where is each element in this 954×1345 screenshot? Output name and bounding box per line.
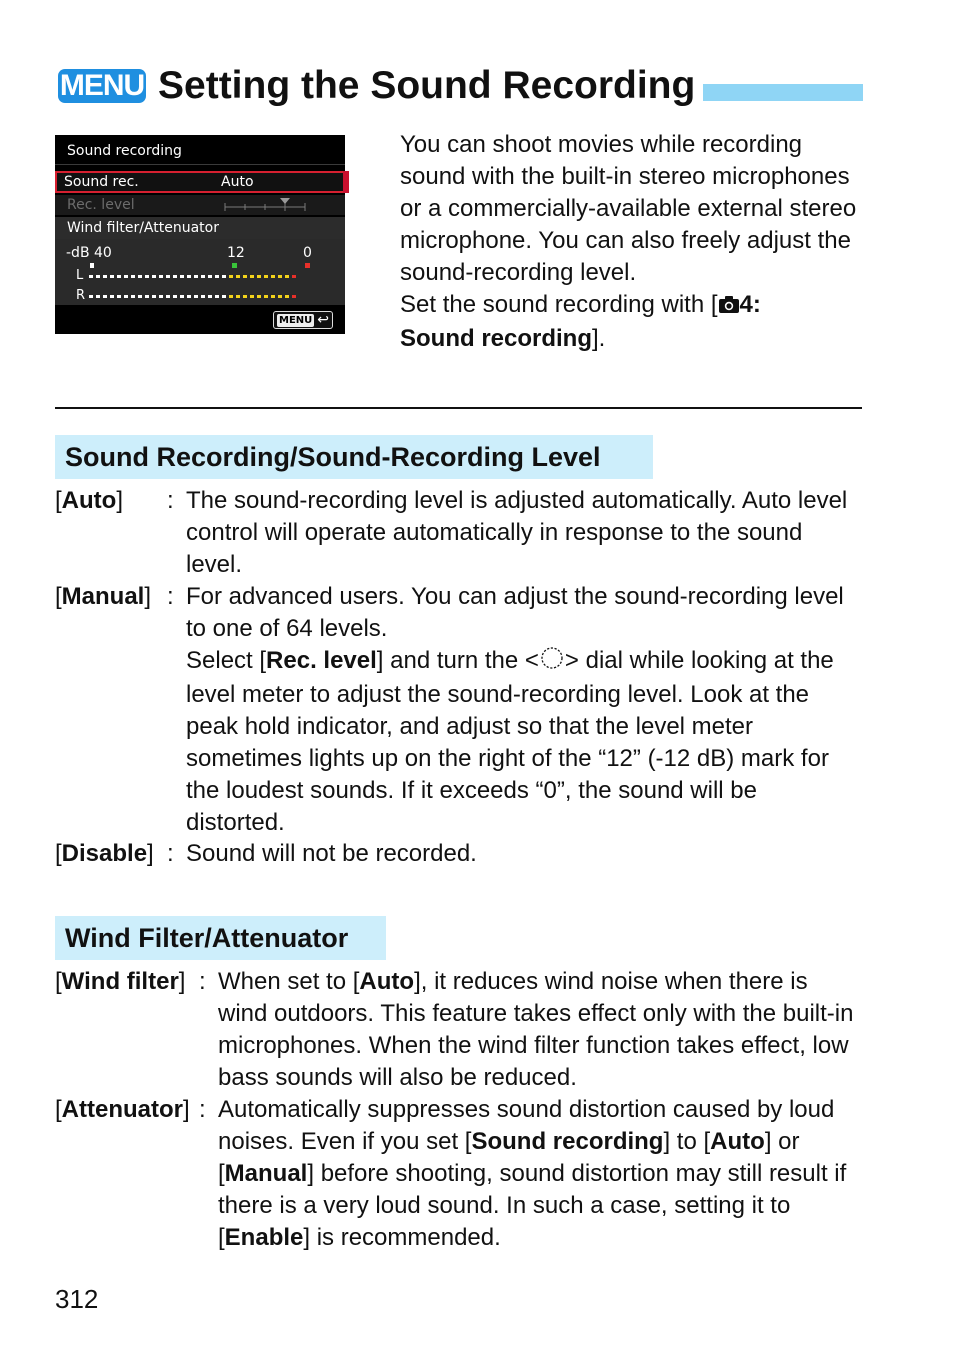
manual-text-d: > dial while looking at the level meter to adjust the sound-recording level. Look at the peak hold indicator, and adjust so that the level meter sometimes lights up on the right of the “12” (-12 dB) mark for the loudest sounds. If it exceeds “0”, the sound will be distorted. (186, 647, 834, 836)
meter-segment (159, 275, 163, 278)
camera-rec-level-label: Rec. level (67, 197, 135, 213)
meter-segment (257, 275, 261, 278)
meter-segment (271, 295, 275, 298)
camera-menu-heading (55, 135, 345, 165)
peak-mark (232, 263, 237, 268)
term-manual: [Manual] (55, 583, 152, 610)
section-heading-wind-filter: Wind Filter/Attenuator (55, 916, 386, 960)
colon: : (199, 968, 206, 995)
meter-segment (285, 275, 289, 278)
att-text-c: ] to [ (663, 1128, 711, 1155)
desc-auto: The sound-recording level is adjusted automatically. Auto level control will operate automatically in response to the sound level. (186, 487, 848, 578)
att-text-h: Enable (224, 1224, 304, 1251)
meter-segment (229, 275, 233, 278)
colon: : (199, 1096, 206, 1123)
meter-segment (152, 275, 156, 278)
meter-segment (103, 275, 107, 278)
meter-segment (138, 295, 142, 298)
menu-tab-icon: MENU (59, 69, 145, 102)
meter-segment (292, 295, 296, 298)
meter-segment (110, 275, 114, 278)
manual-text-a: Select [ (186, 647, 267, 674)
meter-segment (264, 275, 268, 278)
peak-mark (305, 263, 310, 268)
meter-segment (173, 295, 177, 298)
level-meter (55, 239, 345, 305)
intro-tab-number: 4: (739, 291, 761, 318)
wind-text-a: When set to [ (218, 968, 360, 995)
peak-mark (90, 263, 94, 268)
meter-channel-r: R (76, 288, 86, 303)
wind-text-c: ], it reduces wind noise when there is wind outdoors. This feature takes effect only with the built-in microphones. When the wind filter function takes effect, low bass sounds will also be reduced. (218, 968, 854, 1091)
meter-segment (166, 275, 170, 278)
meter-segment (145, 295, 149, 298)
meter-segment (236, 295, 240, 298)
selection-edge (343, 171, 349, 193)
quick-control-dial-icon (539, 646, 565, 679)
meter-segment (229, 295, 233, 298)
meter-segment (285, 295, 289, 298)
intro-instruction (400, 289, 870, 355)
desc-manual-intro: For advanced users. You can adjust the sound-recording level to one of 64 levels. (186, 583, 844, 642)
term-attenuator: [Attenuator] (55, 1096, 190, 1123)
meter-0-label: 0 (303, 245, 312, 261)
camera-sound-rec-row[interactable] (55, 171, 345, 193)
camera-wind-label: Wind filter/Attenuator (67, 220, 219, 236)
meter-segment (152, 295, 156, 298)
term-attenuator-label: Attenuator (61, 1096, 183, 1123)
back-arrow-icon: ↩ (317, 312, 329, 328)
meter-segment (243, 295, 247, 298)
meter-segment (103, 295, 107, 298)
meter-db-label: -dB 40 (66, 245, 112, 261)
intro-instruction-suffix: ]. (592, 325, 606, 352)
meter-segment (250, 275, 254, 278)
meter-segment (180, 275, 184, 278)
meter-segment (124, 275, 128, 278)
rec-level-slider-icon (223, 197, 307, 213)
meter-segment (159, 295, 163, 298)
meter-segment (236, 275, 240, 278)
term-auto-label: Auto (61, 487, 117, 514)
att-text-i: ] is recommended. (303, 1224, 501, 1251)
section-heading-sound-recording: Sound Recording/Sound-Recording Level (55, 435, 653, 479)
manual-rec-level: Rec. level (266, 647, 377, 674)
att-text-a: Automatically suppresses sound distortion caused by loud noises. Even if you set [ (218, 1096, 835, 1155)
term-wind-filter-label: Wind filter (61, 968, 179, 995)
meter-channel-l: L (76, 268, 84, 283)
meter-segment (243, 275, 247, 278)
meter-segment (208, 295, 212, 298)
meter-segment (89, 295, 93, 298)
att-text-e: ] or [ (218, 1128, 800, 1187)
term-wind-filter: [Wind filter] (55, 968, 186, 995)
meter-segment (194, 275, 198, 278)
camera-menu-screen (55, 135, 345, 334)
meter-segment (173, 275, 177, 278)
meter-segment (292, 275, 296, 278)
camera-wind-row[interactable] (55, 217, 345, 239)
intro-instruction-prefix: Set the sound recording with [ (400, 291, 718, 318)
menu-button-label: MENU (279, 314, 313, 326)
meter-segment (187, 275, 191, 278)
meter-12-label: 12 (227, 245, 245, 261)
meter-segment (278, 295, 282, 298)
meter-segment (145, 275, 149, 278)
meter-segment (257, 295, 261, 298)
wind-text-b: Auto (359, 968, 415, 995)
meter-segment (264, 295, 268, 298)
intro-paragraph: You can shoot movies while recording sound with the built-in stereo microphones or a commercially-available external stereo microphone. You can also freely adjust the sound-recording level. (400, 131, 857, 286)
camera-sound-rec-label: Sound rec. (64, 174, 139, 190)
desc-attenuator (218, 1094, 863, 1254)
meter-segment (131, 275, 135, 278)
meter-segment (180, 295, 184, 298)
intro-menu-name: Sound recording (400, 325, 592, 352)
menu-back-button[interactable] (273, 311, 333, 329)
meter-segment (215, 295, 219, 298)
camera-rec-level-row (55, 195, 345, 215)
meter-segment (124, 295, 128, 298)
colon: : (167, 487, 174, 514)
meter-segment (187, 295, 191, 298)
att-text-f: Manual (224, 1160, 308, 1187)
meter-segment (117, 295, 121, 298)
meter-segment (194, 295, 198, 298)
meter-segment (278, 275, 282, 278)
meter-segment (138, 275, 142, 278)
att-text-d: Auto (710, 1128, 765, 1155)
intro-text (400, 129, 870, 355)
meter-segment (131, 295, 135, 298)
camera-shooting-tab-icon (718, 291, 740, 323)
desc-manual (186, 581, 858, 839)
meter-segment (117, 275, 121, 278)
meter-segment (271, 275, 275, 278)
meter-segment (222, 295, 226, 298)
page-title: Setting the Sound Recording (158, 64, 696, 107)
meter-segment (89, 275, 93, 278)
colon: : (167, 583, 174, 610)
term-disable: [Disable] (55, 840, 154, 867)
meter-segment (208, 275, 212, 278)
meter-segment (96, 295, 100, 298)
meter-segment (166, 295, 170, 298)
meter-segment (201, 275, 205, 278)
att-text-b: Sound recording (471, 1128, 664, 1155)
desc-wind-filter (218, 966, 863, 1094)
camera-menu-heading-text: Sound recording (67, 143, 182, 159)
meter-segment (250, 295, 254, 298)
meter-segment (110, 295, 114, 298)
term-auto: [Auto] (55, 487, 123, 514)
manual-text-c: ] and turn the < (376, 647, 539, 674)
desc-manual-detail (186, 645, 858, 839)
meter-segment (201, 295, 205, 298)
camera-sound-rec-value: Auto (221, 174, 254, 190)
term-manual-label: Manual (61, 583, 145, 610)
title-rule (703, 84, 863, 101)
meter-segment (96, 275, 100, 278)
att-text-g: ] before shooting, sound distortion may still result if there is a very loud sound. In such a case, setting it to [ (218, 1160, 847, 1251)
section-divider (55, 407, 862, 409)
meter-segment (215, 275, 219, 278)
page-number: 312 (55, 1284, 99, 1314)
colon: : (167, 840, 174, 867)
desc-disable: Sound will not be recorded. (186, 840, 477, 867)
term-disable-label: Disable (61, 840, 148, 867)
meter-segment (222, 275, 226, 278)
